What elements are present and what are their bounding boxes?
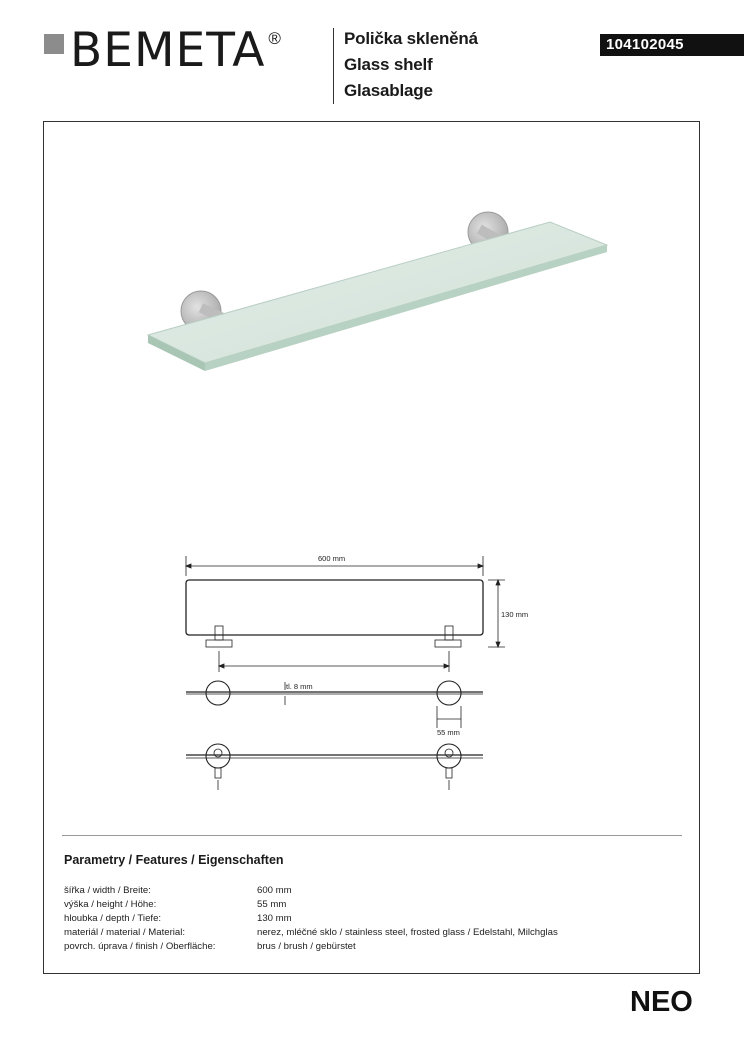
product-photo (140, 205, 615, 385)
spec-label: šířka / width / Breite: (64, 885, 151, 896)
features-divider (62, 835, 682, 836)
rosette-dimension-label: 55 mm (437, 728, 460, 737)
brand-name: BEMETA (70, 23, 266, 78)
brand-logo (44, 23, 281, 78)
spec-label: hloubka / depth / Tiefe: (64, 913, 162, 924)
technical-drawing (170, 548, 540, 798)
product-name-en: Glass shelf (344, 55, 433, 74)
logo-square-mark (44, 34, 64, 54)
spec-value: 130 mm (257, 913, 292, 924)
spec-value: nerez, mléčné sklo / stainless steel, frosted glass / Edelstahl, Milchglas (257, 927, 558, 938)
spec-label: materiál / material / Material: (64, 927, 186, 938)
features-title: Parametry / Features / Eigenschaften (64, 853, 284, 867)
product-names (344, 26, 478, 104)
header-separator (333, 28, 334, 104)
spec-value: 55 mm (257, 899, 287, 910)
spec-label: výška / height / Höhe: (64, 899, 157, 910)
spec-value: 600 mm (257, 885, 292, 896)
width-dimension-label: 600 mm (318, 554, 346, 563)
product-name-de: Glasablage (344, 81, 433, 100)
glass-panel (148, 222, 607, 371)
spec-label: povrch. úprava / finish / Oberfläche: (64, 941, 216, 952)
registered-mark: ® (268, 29, 281, 48)
thickness-label: tl. 8 mm (286, 682, 313, 691)
depth-dimension-label: 130 mm (501, 610, 529, 619)
product-name-cz: Polička skleněná (344, 29, 478, 48)
product-code: 104102045 (600, 34, 744, 56)
spec-value: brus / brush / gebürstet (257, 941, 356, 952)
series-name: NEO (630, 986, 693, 1018)
